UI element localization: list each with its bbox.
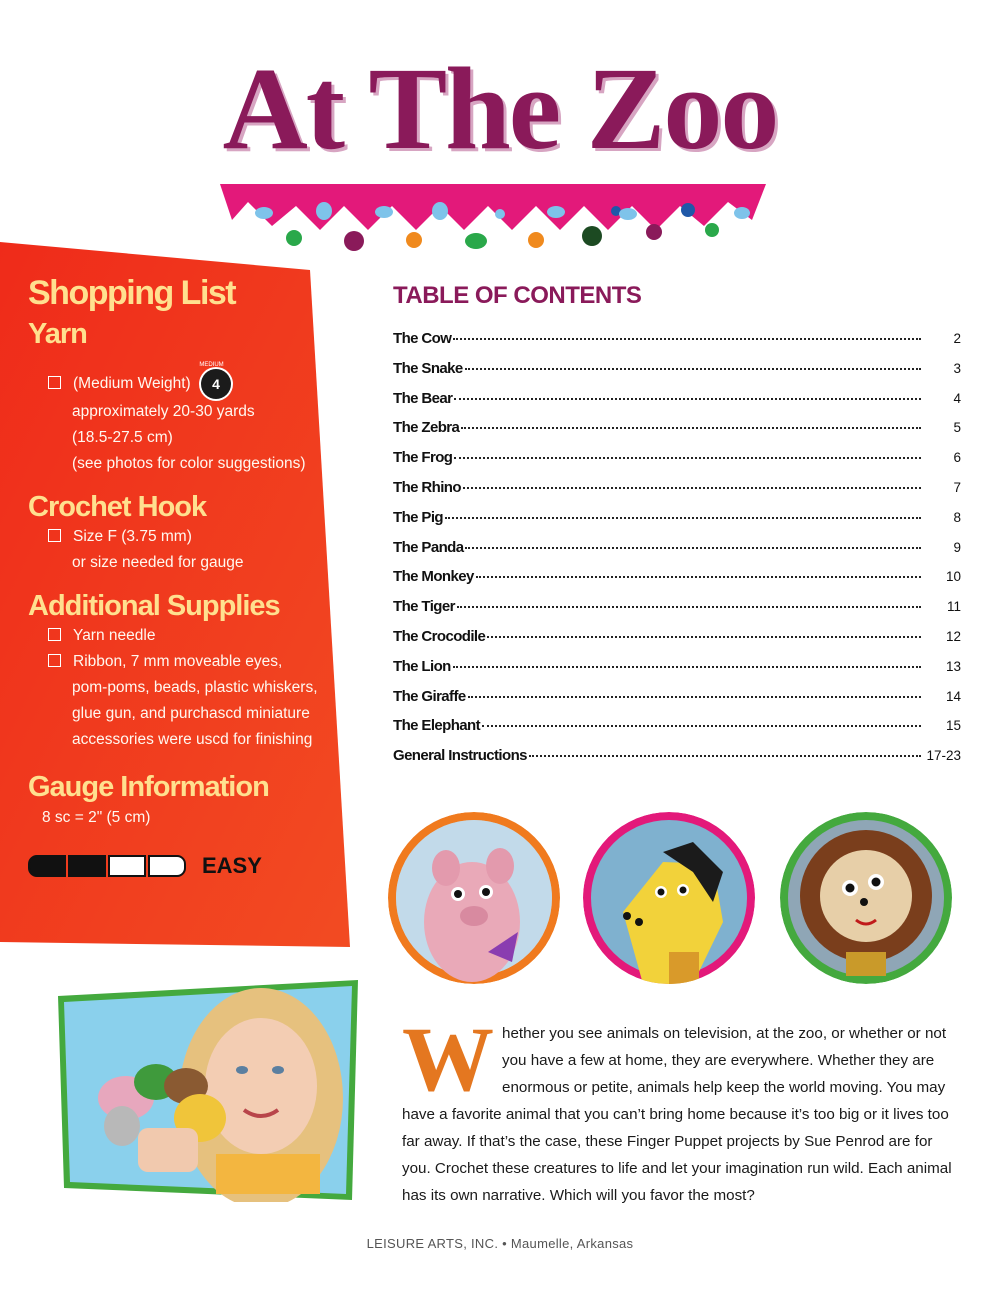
skill-level-indicator	[28, 853, 328, 879]
skill-level-box	[28, 855, 66, 877]
yarn-item	[28, 352, 328, 399]
toc-entry-name: The Elephant	[393, 717, 480, 735]
toc-entry-page: 15	[945, 718, 961, 734]
toc-entry[interactable]	[393, 330, 961, 360]
toc-entry-name: The Crocodile	[393, 627, 486, 645]
toc-leader	[453, 666, 921, 668]
toc-entry-name: General Instructions	[393, 747, 527, 765]
toc-entry-name: The Rhino	[393, 478, 461, 496]
skill-level-box	[148, 855, 186, 877]
toc-leader	[487, 636, 921, 638]
toc-entry-page: 3	[953, 360, 961, 376]
giraffe-puppet-photo	[583, 812, 755, 984]
supply-detail: accessories were uscd for finishing	[72, 731, 313, 749]
toc-entry[interactable]	[393, 390, 961, 420]
yarn-weight-icon-label: MEDIUM	[199, 361, 224, 368]
toc-entry-page: 10	[945, 569, 961, 585]
supply-checkbox[interactable]	[48, 628, 61, 641]
shopping-list-panel	[28, 275, 328, 879]
toc-leader	[529, 755, 921, 757]
supply-item	[28, 649, 328, 675]
toc-entry-page: 17-23	[926, 748, 961, 764]
toc-entry[interactable]	[393, 598, 961, 628]
supply-detail: pom-poms, beads, plastic whiskers,	[72, 679, 318, 697]
yarn-detail: approximately 20-30 yards	[72, 402, 255, 420]
toc-entry-page: 4	[953, 390, 961, 406]
yarn-weight: (Medium Weight)	[73, 374, 191, 392]
toc-entry-name: The Frog	[393, 449, 453, 467]
supply-label: Yarn needle	[73, 627, 156, 645]
toc-leader	[463, 487, 921, 489]
toc-entry[interactable]	[393, 717, 961, 747]
hook-item	[28, 524, 328, 550]
toc-entry[interactable]	[393, 419, 961, 449]
toc-entry-name: The Snake	[393, 359, 463, 377]
toc-heading: TABLE OF CONTENTS	[393, 282, 642, 309]
child-finger-puppets-photo	[56, 978, 362, 1202]
toc-leader	[476, 576, 921, 578]
toc-entry[interactable]	[393, 628, 961, 658]
lion-puppet-photo	[780, 812, 952, 984]
toc-entry-name: The Tiger	[393, 598, 455, 616]
toc-entry[interactable]	[393, 688, 961, 718]
pig-puppet-photo	[388, 812, 560, 984]
toc-entry[interactable]	[393, 479, 961, 509]
table-of-contents	[393, 330, 961, 777]
toc-entry-name: The Giraffe	[393, 687, 466, 705]
crochet-hook-heading: Crochet Hook	[28, 490, 207, 523]
supply-item	[28, 623, 328, 649]
gauge-heading: Gauge Information	[28, 771, 269, 804]
toc-entry[interactable]	[393, 360, 961, 390]
hook-size: Size F (3.75 mm)	[73, 527, 192, 545]
toc-entry-name: The Bear	[393, 389, 453, 407]
supply-checkbox[interactable]	[48, 654, 61, 667]
toc-entry-page: 6	[953, 450, 961, 466]
toc-entry-page: 2	[953, 331, 961, 346]
toc-entry-name: The Cow	[393, 330, 452, 347]
supply-label: Ribbon, 7 mm moveable eyes,	[73, 653, 283, 671]
toc-entry-page: 8	[953, 509, 961, 525]
toc-entry-page: 7	[953, 479, 961, 495]
toc-leader	[454, 398, 921, 400]
shopping-list-heading: Shopping List	[28, 274, 236, 312]
toc-entry[interactable]	[393, 658, 961, 688]
toc-leader	[482, 725, 921, 727]
hook-detail: or size needed for gauge	[72, 553, 244, 571]
yarn-weight-icon	[201, 369, 231, 399]
toc-entry-page: 11	[946, 599, 961, 615]
toc-leader	[454, 457, 921, 459]
hook-checkbox[interactable]	[48, 529, 61, 542]
toc-leader	[468, 696, 921, 698]
skill-level-label: EASY	[202, 852, 262, 878]
additional-supplies-heading: Additional Supplies	[28, 589, 280, 622]
toc-leader	[465, 547, 921, 549]
toc-entry-name: The Pig	[393, 508, 443, 526]
intro-text: hether you see animals on television, at the zoo, or whether or not you have a few at home, they are everywhere. Whether they are enormous or petite, animals help keep the world moving. You may have a favorite animal that you can’t bring home because it’s too big or it lives too far away. If that’s the case, these Finger Puppet projects by Sue Penrod are for you. Crochet these creatures to life and let your imagination run wild. Each animal has its own narrative. Which will you favor the most?	[402, 1025, 952, 1204]
toc-leader	[465, 368, 921, 370]
gauge-value: 8 sc = 2" (5 cm)	[42, 808, 151, 826]
yarn-heading: Yarn	[28, 318, 87, 351]
toc-entry-page: 14	[945, 688, 961, 704]
toc-entry-page: 5	[953, 420, 961, 436]
toc-entry[interactable]	[393, 539, 961, 569]
toc-entry[interactable]	[393, 568, 961, 598]
supply-detail: glue gun, and purchascd miniature	[72, 705, 310, 723]
yarn-weight-number: 4	[212, 375, 220, 392]
intro-paragraph	[402, 1008, 960, 1209]
toc-entry-name: The Zebra	[393, 419, 460, 437]
toc-entry-page: 9	[953, 539, 961, 555]
toc-entry-page: 13	[945, 658, 961, 674]
toc-entry-page: 12	[945, 628, 961, 644]
toc-leader	[453, 338, 921, 340]
skill-level-box	[68, 855, 106, 877]
page-title: At The Zoo	[222, 43, 778, 174]
toc-entry-name: The Panda	[393, 538, 464, 556]
publisher-footer: LEISURE ARTS, INC. • Maumelle, Arkansas	[366, 1236, 634, 1251]
yarn-detail: (18.5-27.5 cm)	[72, 428, 173, 446]
skill-level-box	[108, 855, 146, 877]
toc-entry[interactable]	[393, 449, 961, 479]
toc-leader	[461, 427, 921, 429]
toc-entry-name: The Monkey	[393, 568, 474, 586]
toc-leader	[445, 517, 921, 519]
yarn-detail: (see photos for color suggestions)	[72, 454, 306, 472]
toc-leader	[457, 606, 921, 608]
toc-entry-name: The Lion	[393, 657, 451, 675]
toc-entry[interactable]	[393, 747, 961, 777]
yarn-checkbox[interactable]	[48, 376, 61, 389]
intro-dropcap: W	[402, 1008, 494, 1110]
toc-entry[interactable]	[393, 509, 961, 539]
